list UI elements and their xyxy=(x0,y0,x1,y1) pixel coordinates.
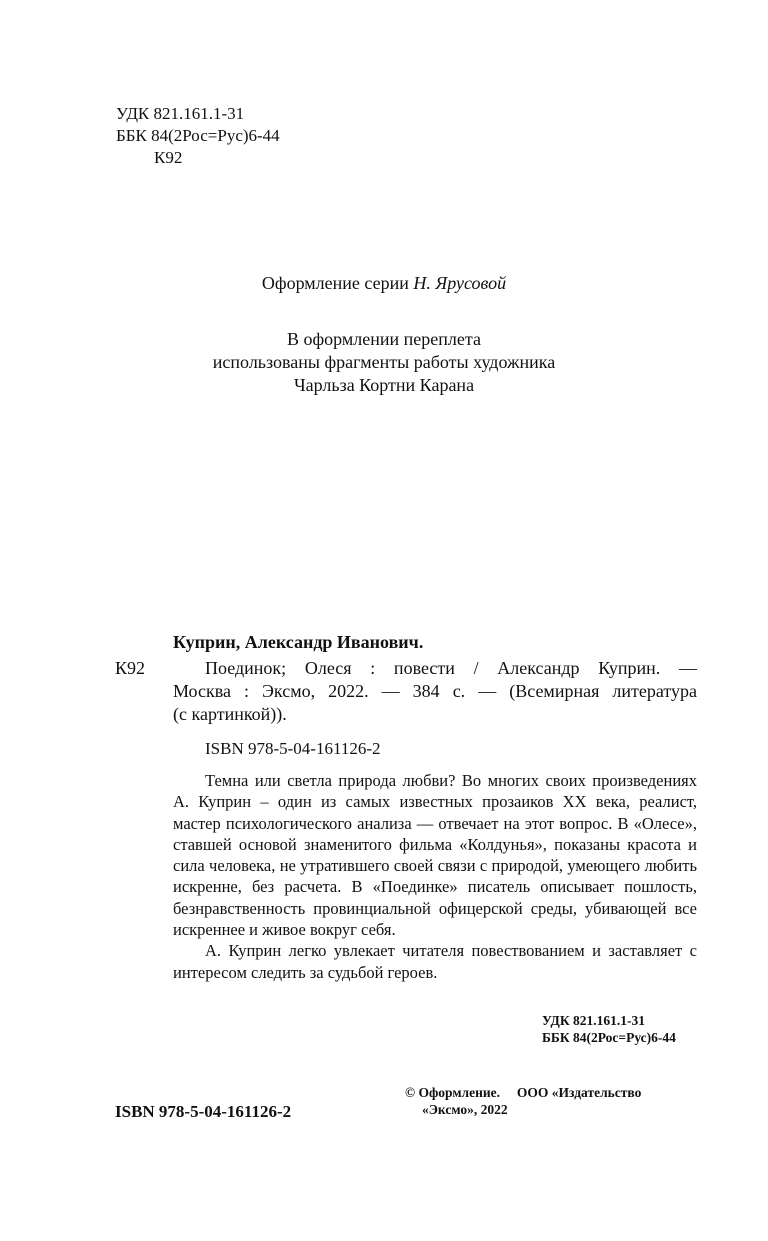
series-design-credit xyxy=(0,272,768,295)
entry-isbn: ISBN 978-5-04-161126-2 xyxy=(205,739,381,758)
cover-art-credit-line-2: использованы фрагменты работы художника xyxy=(212,352,556,372)
copyright-line-1: © Оформление. ООО «Издательство xyxy=(405,1085,642,1100)
author-heading: Куприн, Александр Иванович. xyxy=(173,632,424,652)
footer-bbk: ББК 84(2Рос=Рус)6-44 xyxy=(542,1030,676,1045)
series-design-label: Оформление серии xyxy=(261,273,409,293)
entry-title-line: Поединок; Олеся : повести / Александр Куприн. — xyxy=(205,658,697,678)
copyright-line-2: «Эксмо», 2022 xyxy=(422,1102,508,1117)
annotation-paragraph-1: Темна или светла природа любви? Во многих своих произведениях А. Куприн – один из самых известных прозаиков XX века, реалист, мастер психологического анализа — отвечает на этот вопрос. В «Олесе», ставшей основой знаменитого фильма «Колдунья», показаны красота и сила человека, не утратившего своей связи с природой, умеющего любить искренне, без расчета. В «Поединке» писатель описывает пошлость, безнравственность провинциальной офицерской среды, убивающей все искреннее и живое вокруг себя. xyxy=(173,771,697,940)
entry-series-line: (с картинкой)). xyxy=(173,704,287,724)
cover-art-credit-line-3: Чарльза Кортни Карана xyxy=(293,375,475,395)
annotation-paragraph-2: А. Куприн легко увлекает читателя повествованием и заставляет с интересом следить за судьбой героев. xyxy=(173,941,697,982)
cover-art-credit-line-1: В оформлении переплета xyxy=(287,329,481,349)
bbk-code: ББК 84(2Рос=Рус)6-44 xyxy=(116,126,280,145)
udk-code: УДК 821.161.1-31 xyxy=(116,104,245,123)
annotation xyxy=(173,770,697,983)
author-mark: К92 xyxy=(154,148,183,167)
entry-publisher-line: Москва : Эксмо, 2022. — 384 с. — (Всемирная литература xyxy=(173,681,697,701)
series-designer-name: Н. Ярусовой xyxy=(413,273,507,293)
footer-udk: УДК 821.161.1-31 xyxy=(542,1013,645,1028)
entry-author-mark: К92 xyxy=(115,658,146,678)
footer-isbn: ISBN 978-5-04-161126-2 xyxy=(115,1102,292,1121)
